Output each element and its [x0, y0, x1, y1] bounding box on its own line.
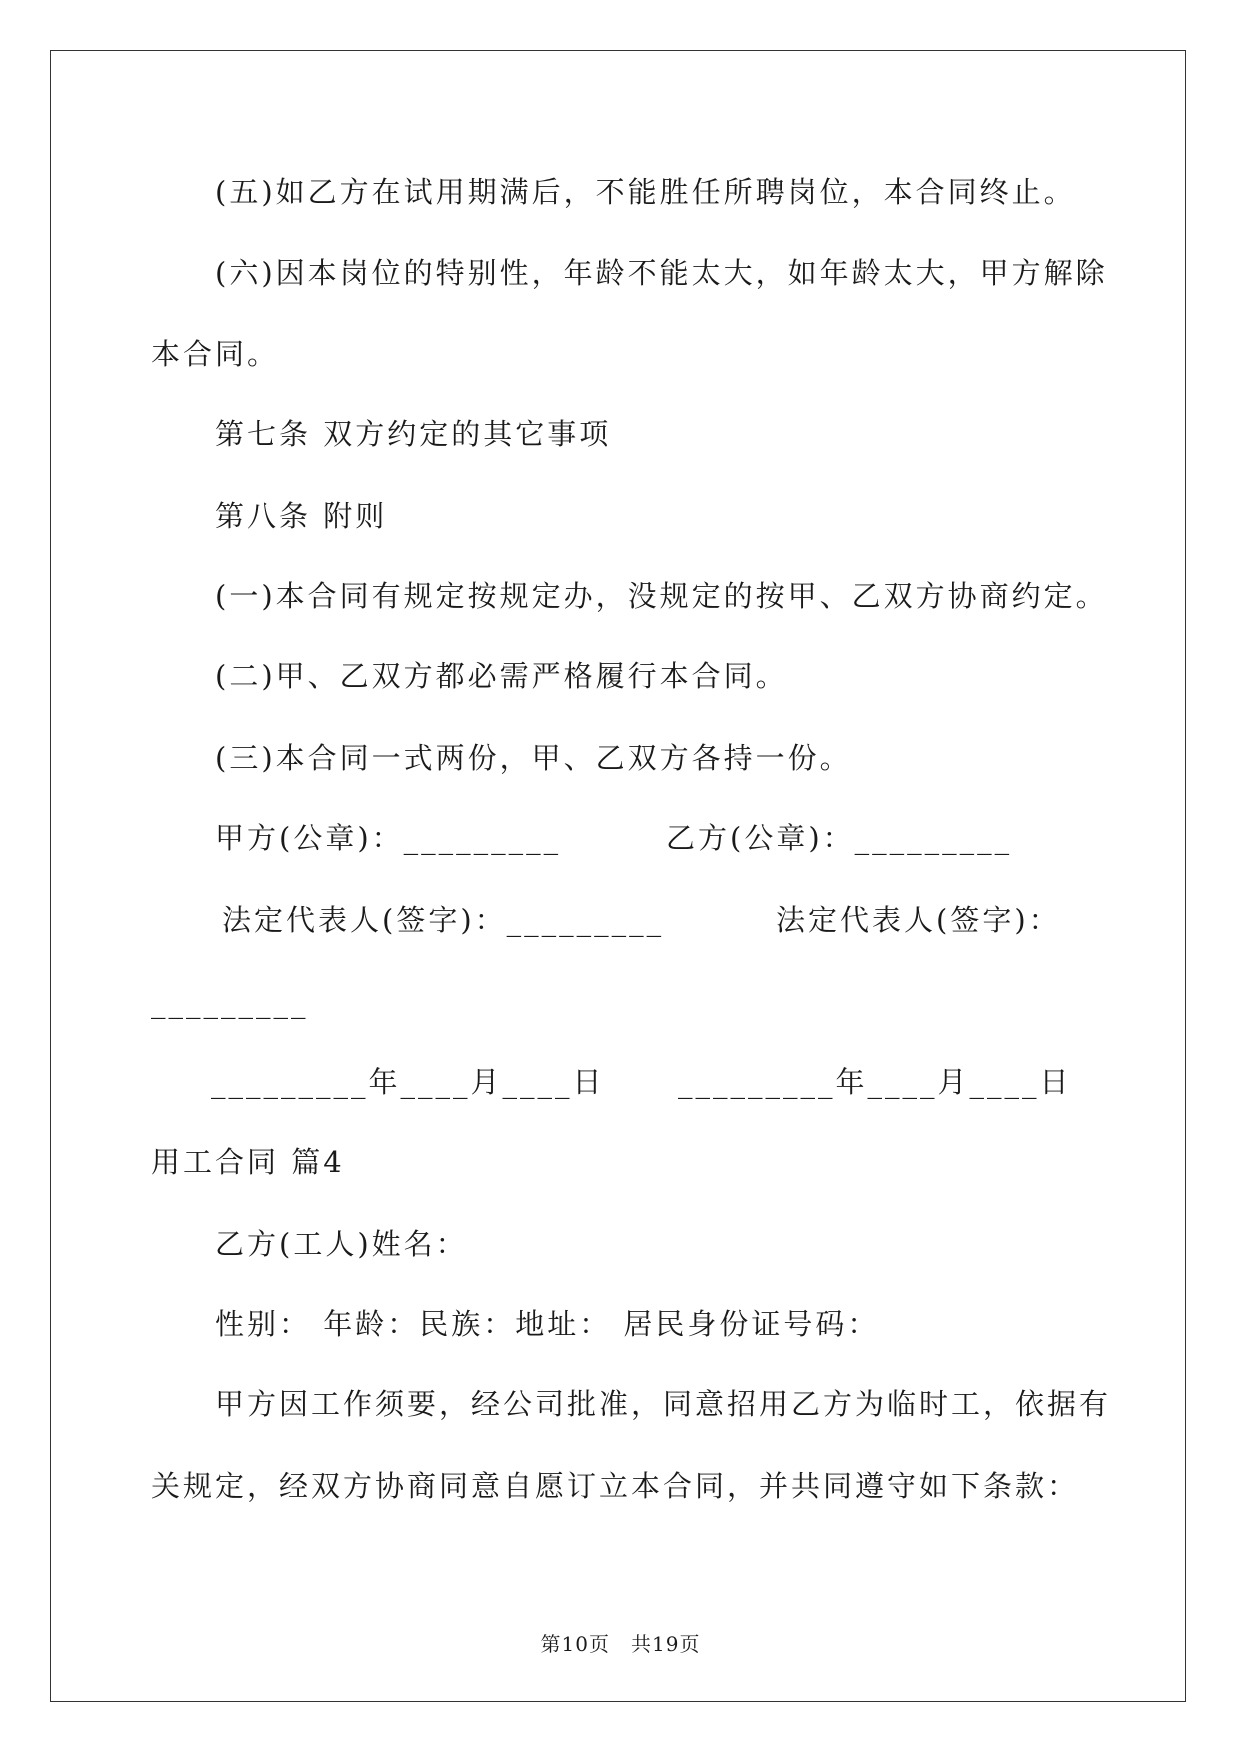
party-b-representative-blank: _________ [151, 985, 309, 1019]
clause-6-continued: 本合同。 [151, 337, 280, 371]
party-a-date: _________年____月____日 [211, 1065, 605, 1099]
page-frame [50, 50, 1186, 1702]
article-8-item-1: (一)本合同有规定按规定办，没规定的按甲、乙双方协商约定。 [215, 579, 1108, 613]
section-heading: 用工合同 篇4 [151, 1145, 345, 1179]
clause-6: (六)因本岗位的特别性，年龄不能太大，如年龄太大，甲方解除 [215, 256, 1108, 290]
page-number: 第10页 共19页 [540, 1632, 701, 1656]
party-a-seal: 甲方(公章)：_________ [215, 821, 562, 855]
party-b-representative: 法定代表人(签字)： [776, 903, 1061, 937]
party-b-seal: 乙方(公章)：_________ [666, 821, 1013, 855]
worker-info-line: 性别： 年龄：民族：地址： 居民身份证号码： [215, 1307, 880, 1341]
intro-paragraph: 甲方因工作须要，经公司批准，同意招用乙方为临时工，依据有 [215, 1387, 1112, 1421]
article-8: 第八条 附则 [215, 499, 388, 533]
clause-5: (五)如乙方在试用期满后，不能胜任所聘岗位，本合同终止。 [215, 175, 1076, 209]
article-8-item-3: (三)本合同一式两份，甲、乙双方各持一份。 [215, 741, 852, 775]
article-7: 第七条 双方约定的其它事项 [215, 417, 612, 451]
intro-paragraph-continued: 关规定，经双方协商同意自愿订立本合同，并共同遵守如下条款： [151, 1469, 1080, 1503]
worker-name-line: 乙方(工人)姓名： [215, 1227, 468, 1261]
article-8-item-2: (二)甲、乙双方都必需严格履行本合同。 [215, 659, 788, 693]
party-b-date: _________年____月____日 [678, 1065, 1072, 1099]
party-a-representative: 法定代表人(签字)：_________ [222, 903, 665, 937]
